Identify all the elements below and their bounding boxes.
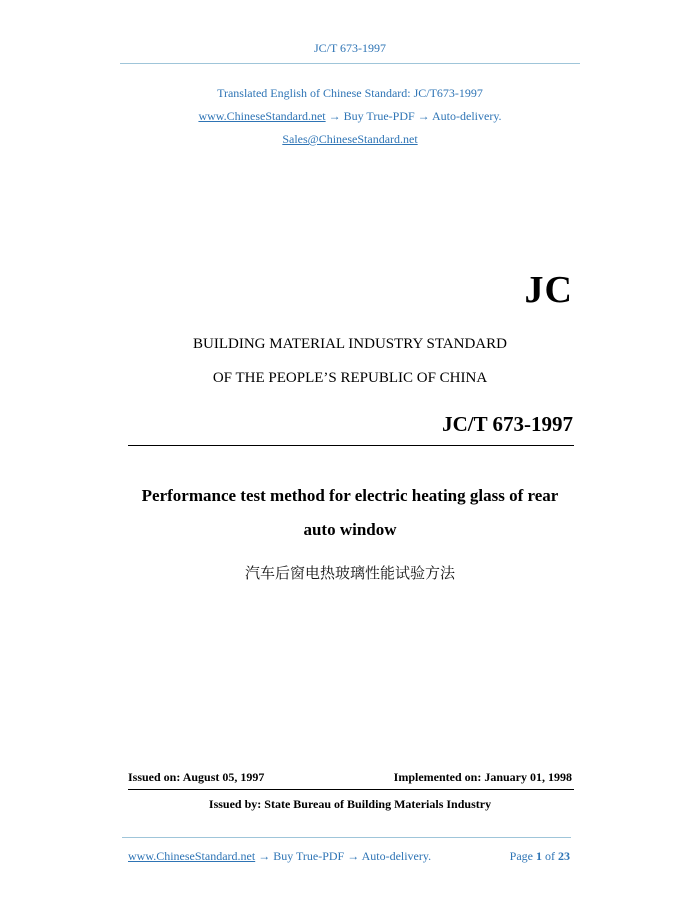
- footer-divider: [122, 837, 571, 838]
- translation-notice: Translated English of Chinese Standard: JC/T673-1997: [217, 86, 483, 100]
- document-title-line1: Performance test method for electric heating glass of rear: [141, 486, 559, 505]
- page-indicator: [510, 849, 570, 864]
- standard-number: JC/T 673-1997: [442, 412, 573, 436]
- promo-buy-line: [0, 109, 700, 124]
- issued-by: Issued by: State Bureau of Building Materials Industry: [208, 797, 492, 811]
- issued-date: Issued on: August 05, 1997: [128, 770, 265, 784]
- issuing-body-line2: OF THE PEOPLE’S REPUBLIC OF CHINA: [212, 370, 488, 386]
- page-word: Page: [509, 849, 533, 863]
- document-title-chinese: 汽车后窗电热玻璃性能试验方法: [244, 564, 455, 582]
- implemented-date: Implemented on: January 01, 1998: [393, 770, 572, 784]
- footer-promo: [128, 849, 431, 864]
- footer-site-link[interactable]: www.ChineseStandard.net: [128, 849, 256, 863]
- footer-buy-text: → Buy True-PDF → Auto-delivery.: [258, 849, 432, 863]
- dates-divider: [128, 789, 574, 790]
- sales-email-link[interactable]: Sales@ChineseStandard.net: [282, 132, 418, 146]
- site-link[interactable]: www.ChineseStandard.net: [198, 109, 326, 123]
- title-divider: [128, 445, 574, 446]
- document-title-line2: auto window: [303, 520, 397, 539]
- category-mark: JC: [524, 269, 573, 311]
- page-of: of: [545, 849, 555, 863]
- page-current: 1: [536, 849, 542, 863]
- page-total: 23: [558, 849, 570, 863]
- promo-email-line: [0, 132, 700, 147]
- promo-buy-text: → Buy True-PDF → Auto-delivery.: [328, 109, 502, 123]
- header-divider: [120, 63, 580, 64]
- running-header: JC/T 673-1997: [313, 41, 387, 55]
- issuing-body-line1: BUILDING MATERIAL INDUSTRY STANDARD: [193, 336, 507, 352]
